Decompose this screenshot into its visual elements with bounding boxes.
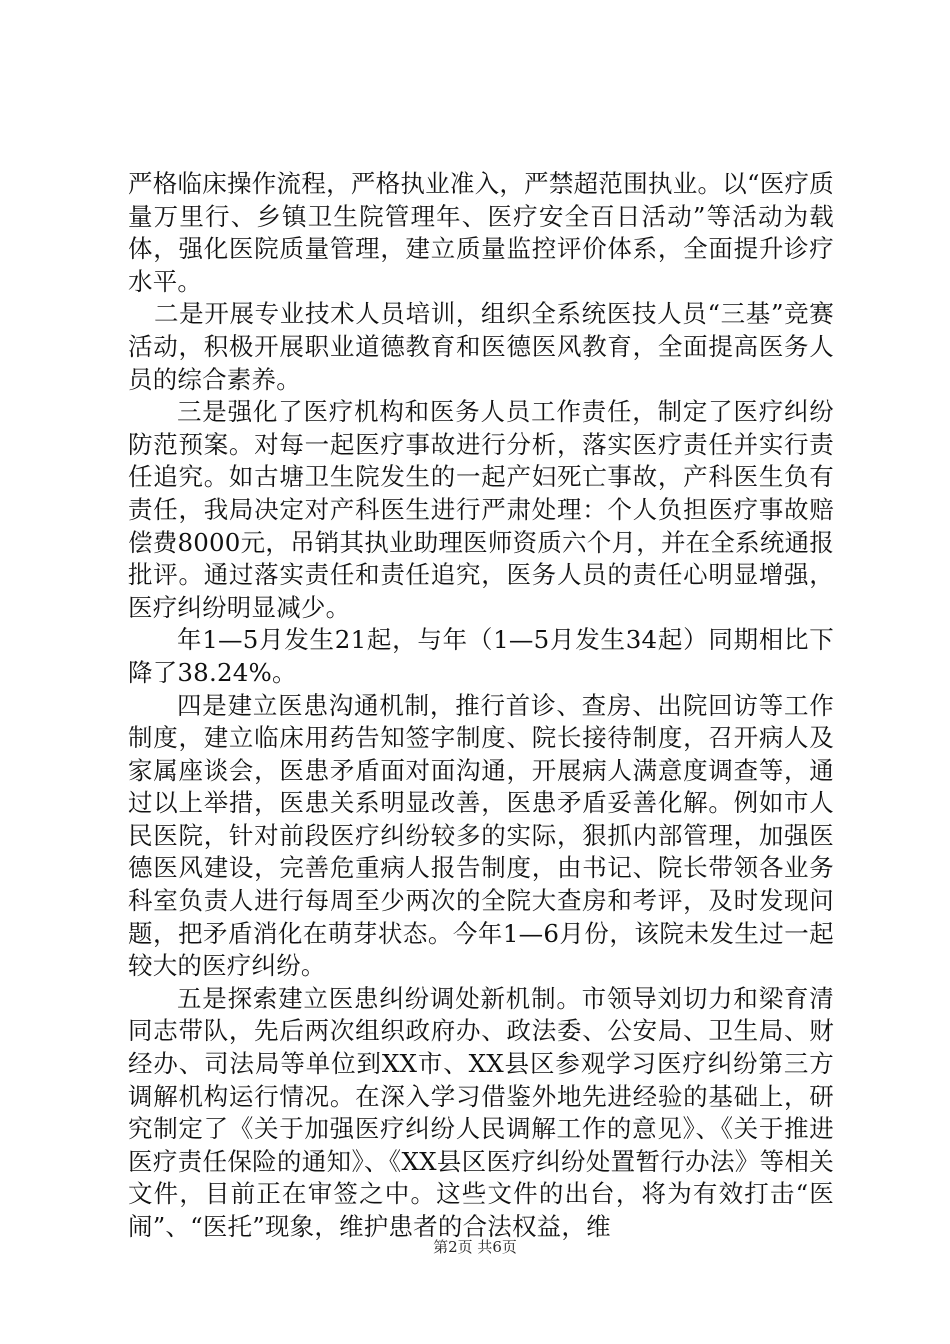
paragraph-item-5: 五是探索建立医患纠纷调处新机制。市领导刘切力和梁育清同志带队，先后两次组织政府办、政法委、公安局、卫生局、财经办、司法局等单位到XX市、XX县区参观学习医疗纠纷第三方调解机构运行情况。在深入学习借鉴外地先进经验的基础上，研究制定了《关于加强医疗纠纷人民调解工作的意见》、《关于推进医疗责任保险的通知》、《XX县区医疗纠纷处置暂行办法》等相关文件，目前正在审签之中。这些文件的出台，将为有效打击“医闹”、“医托”现象，维护患者的合法权益，维 <box>128 983 834 1241</box>
paragraph-statistics: 年1—5月发生21起，与年（1—5月发生34起）同期相比下降了38.24%。 <box>128 625 834 687</box>
paragraph-item-4: 四是建立医患沟通机制，推行首诊、查房、出院回访等工作制度，建立临床用药告知签字制度、院长接待制度，召开病人及家属座谈会，医患矛盾面对面沟通，开展病人满意度调查等，通过以上举措，医患关系明显改善，医患矛盾妥善化解。例如市人民医院，针对前段医疗纠纷较多的实际，狠抓内部管理，加强医德医风建设，完善危重病人报告制度，由书记、院长带领各业务科室负责人进行每周至少两次的全院大查房和考评，及时发现问题，把矛盾消化在萌芽状态。今年1—6月份，该院未发生过一起较大的医疗纠纷。 <box>128 690 834 981</box>
document-body <box>128 168 834 1244</box>
page-number-footer: 第2页 共6页 <box>433 1238 517 1256</box>
paragraph-item-3: 三是强化了医疗机构和医务人员工作责任，制定了医疗纠纷防范预案。对每一起医疗事故进行分析，落实医疗责任并实行责任追究。如古塘卫生院发生的一起产妇死亡事故，产科医生负有责任，我局决定对产科医生进行严肃处理：个人负担医疗事故赔偿费8000元，吊销其执业助理医师资质六个月，并在全系统通报批评。通过落实责任和责任追究，医务人员的责任心明显增强，医疗纠纷明显减少。 <box>128 397 834 622</box>
paragraph-item-2: 二是开展专业技术人员培训，组织全系统医技人员“三基”竞赛活动，积极开展职业道德教育和医德医风教育，全面提高医务人员的综合素养。 <box>128 299 834 394</box>
paragraph-continuation: 严格临床操作流程，严格执业准入，严禁超范围执业。以“医疗质量万里行、乡镇卫生院管理年、医疗安全百日活动”等活动为载体，强化医院质量管理，建立质量监控评价体系，全面提升诊疗水平。 <box>128 169 834 296</box>
